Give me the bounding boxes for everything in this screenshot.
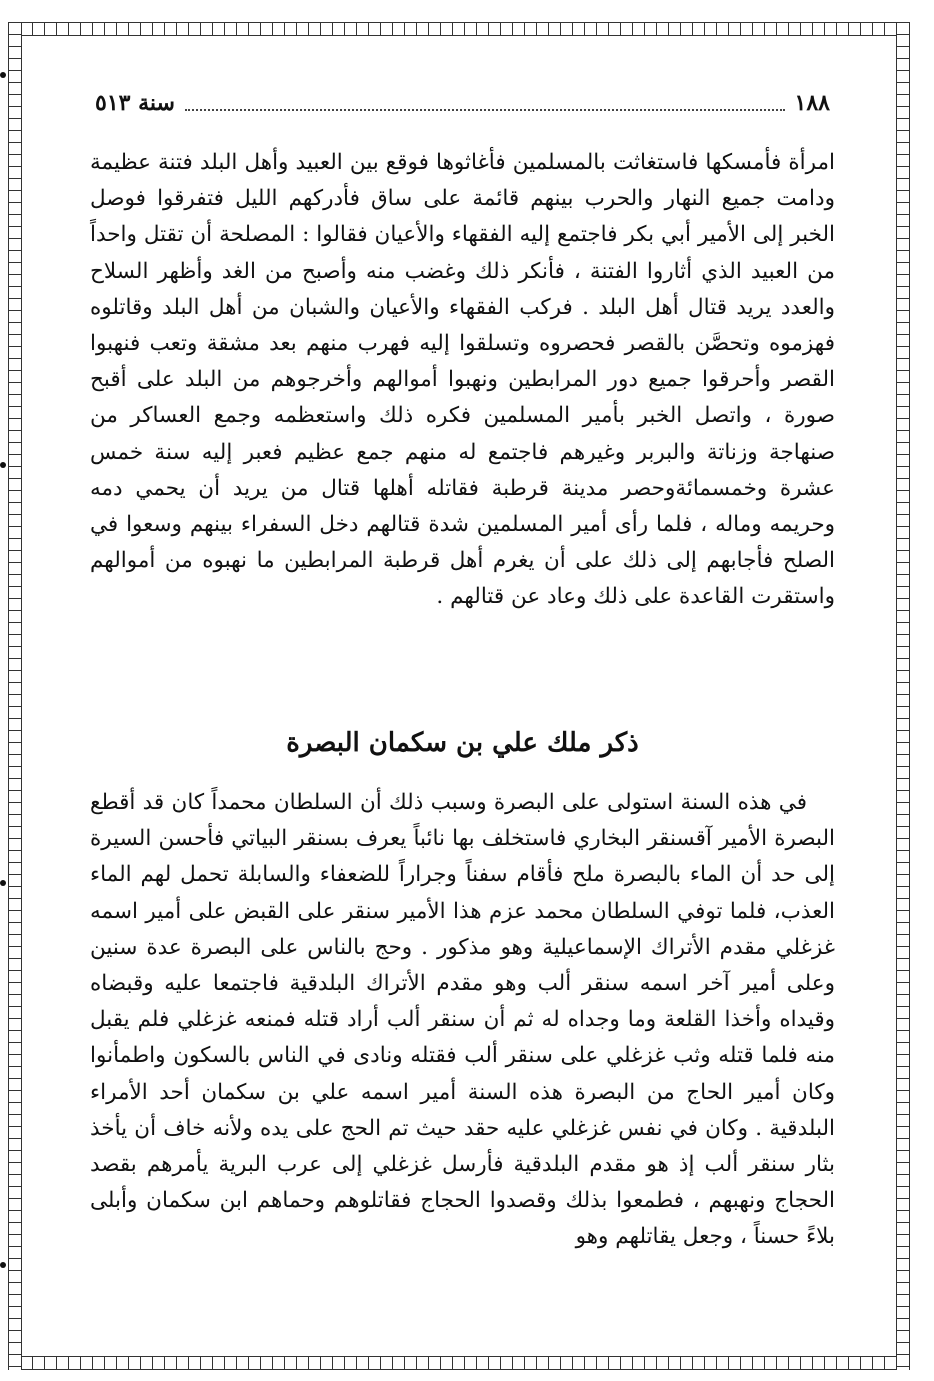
margin-mark — [0, 72, 6, 78]
border-ornament-right — [896, 22, 910, 1370]
page-number: ١٨٨ — [794, 90, 830, 116]
paragraph-text: امرأة فأمسكها فاستغاثت بالمسلمين فأغاثوها فوقع بين العبيد وأهل البلد فتنة عظيمة ودامت جميع النهار والحرب بينهم قائمة على ساق فأدركهم الليل فتفرقوا فوصل الخبر إلى الأمير أبي بكر فاجتمع إليه الفقهاء والأعيان فقالوا : المصلحة أن تقتل واحداً من العبيد الذي أثاروا الفتنة ، فأنكر ذلك وغضب منه وأصبح من الغد وأظهر السلاح والعدد يريد قتال أهل البلد . فركب الفقهاء والأعيان والشبان من أهل البلد وقاتلوه فهزموه وتحصَّن بالقصر فحصروه وتسلقوا إليه فهرب منهم بعد مشقة وتعب فنهبوا القصر وأحرقوا جميع دور المرابطين ونهبوا أموالهم وأخرجوهم من البلد على أقبح صورة ، واتصل الخبر بأمير المسلمين فكره ذلك واستعظمه وجمع العساكر من صنهاجة وزناتة والبربر وغيرهم فاجتمع له منهم جمع عظيم فعبر إليه سنة خمس عشرة وخمسمائةوحصر مدينة قرطبة فقاتله أهلها قتال من يريد أن يحمي دمه وحريمه وماله ، فلما رأى أمير المسلمين شدة قتالهم دخل السفراء بينهم وسعوا في الصلح فأجابهم إلى ذلك على أن يغرم أهل قرطبة المرابطين ما نهبوه من أموالهم واستقرت القاعدة على ذلك وعاد عن قتالهم . — [90, 150, 835, 610]
paragraph-continuation — [90, 145, 835, 616]
margin-mark — [0, 880, 6, 886]
border-ornament-bottom — [8, 1356, 910, 1370]
section-body — [90, 785, 835, 1256]
paragraph-text: في هذه السنة استولى على البصرة وسبب ذلك أن السلطان محمداً كان قد أقطع البصرة الأمير آقسنقر البخاري فاستخلف بها نائباً يعرف بسنقر البياتي فأحسن السيرة إلى حد أن الماء بالبصرة ملح فأقام سفناً وجراراً للضعفاء والسابلة تحمل لهم الماء العذب، فلما توفي السلطان محمد عزم هذا الأمير سنقر على القبض على أمير اسمه غزغلي مقدم الأتراك الإسماعيلية وهو مذكور . وحج بالناس على البصرة عدة سنين وعلى أمير آخر اسمه سنقر ألب وهو مقدم الأتراك البلدقية فاجتمعا عليه وقبضاه وقيداه وأخذا القلعة وما وجداه له ثم أن سنقر ألب أراد قتله فمنعه غزغلي فلم يقبل منه فلما قتله وثب غزغلي على سنقر ألب فقتله ونادى في الناس بالسكون واطمأنوا وكان أمير الحاج من البصرة هذه السنة أمير اسمه علي بن سكمان أحد الأمراء البلدقية . وكان في نفس غزغلي عليه حقد حيث تم الحج على يده ولأنه خاف أن يأخذ بثار سنقر ألب إذ هو مقدم البلدقية فأرسل غزغلي إلى عرب البرية يأمرهم بقصد الحجاج ونهبهم ، فطمعوا بذلك وقصدوا الحجاج فقاتلوهم وحماهم ابن سكمان وأبلى بلاءً حسناً ، وجعل يقاتلهم وهو — [90, 790, 835, 1250]
section-title: ذكر ملك علي بن سكمان البصرة — [286, 728, 639, 758]
border-ornament-top — [8, 22, 910, 36]
header-dotted-leader — [185, 95, 785, 111]
page-header — [95, 88, 830, 118]
margin-mark — [0, 462, 6, 468]
border-ornament-left — [8, 22, 22, 1370]
year-label: سنة ٥١٣ — [95, 90, 175, 116]
margin-mark — [0, 1262, 6, 1268]
